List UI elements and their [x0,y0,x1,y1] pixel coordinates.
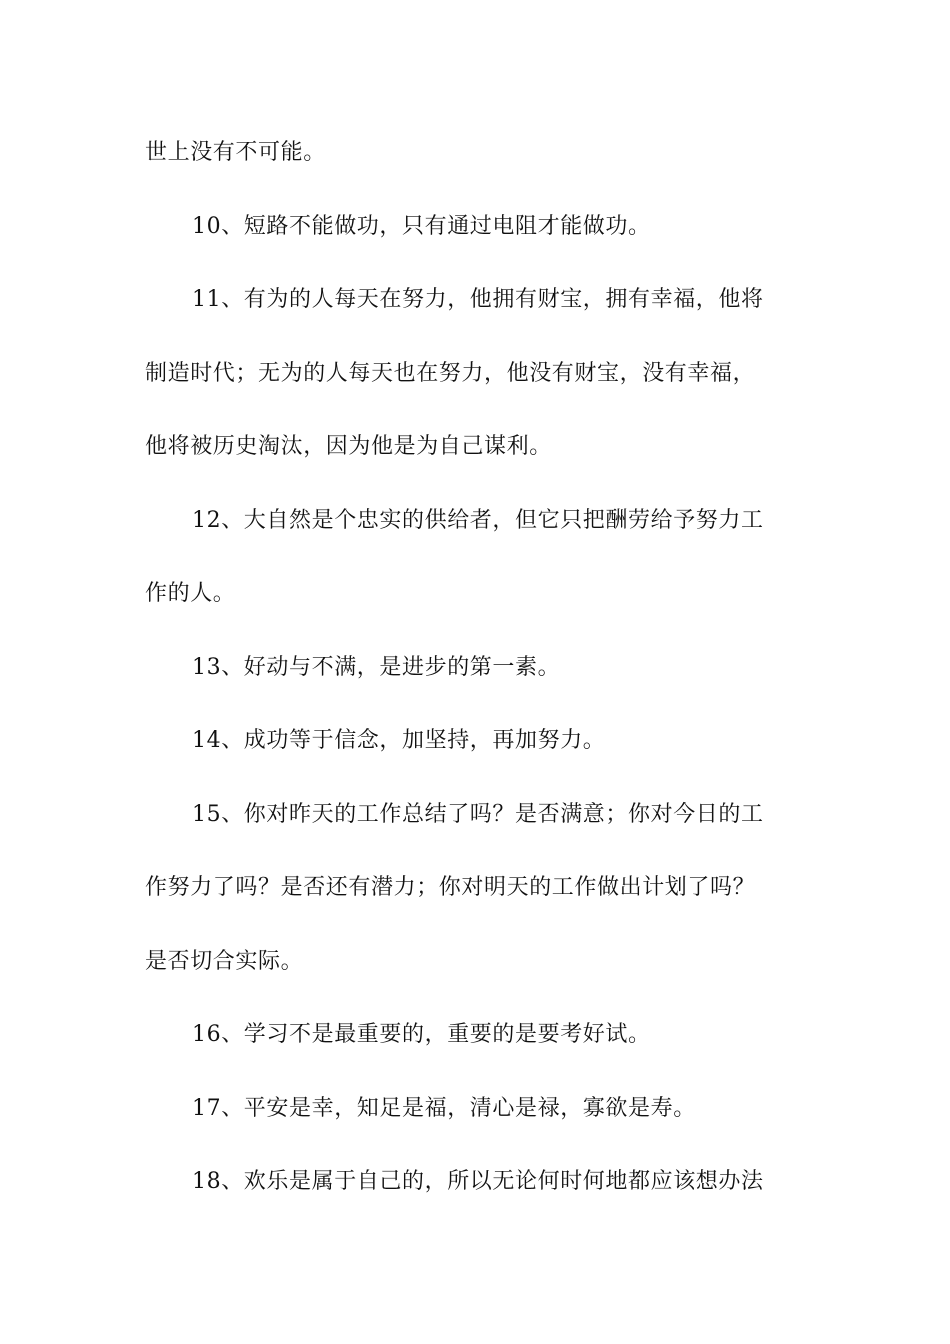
item-12-line-2: 作的人。 [145,581,236,606]
text-line-continuation: 世上没有不可能。 [145,140,326,165]
item-11-line-2: 制造时代；无为的人每天也在努力，他没有财宝，没有幸福， [145,360,756,386]
item-15-line-1: 15、你对昨天的工作总结了吗？是否满意；你对今日的工 [192,801,764,827]
item-16: 16、学习不是最重要的，重要的是要考好试。 [192,1022,651,1047]
item-14: 14、成功等于信念，加坚持，再加努力。 [192,728,606,753]
item-13: 13、好动与不满，是进步的第一素。 [192,654,561,680]
item-15-line-2: 作努力了吗？是否还有潜力；你对明天的工作做出计划了吗？ [145,875,756,900]
item-10: 10、短路不能做功，只有通过电阻才能做功。 [192,213,651,239]
item-18-line-1: 18、欢乐是属于自己的，所以无论何时何地都应该想办法 [192,1169,764,1194]
document-body [145,128,807,1231]
item-15-line-3: 是否切合实际。 [145,948,304,974]
item-11-line-1: 11、有为的人每天在努力，他拥有财宝，拥有幸福，他将 [192,287,764,312]
item-11-line-3: 他将被历史淘汰，因为他是为自己谋利。 [145,434,552,459]
item-12-line-1: 12、大自然是个忠实的供给者，但它只把酬劳给予努力工 [192,507,764,533]
item-17: 17、平安是幸，知足是福，清心是禄，寡欲是寿。 [192,1095,696,1121]
